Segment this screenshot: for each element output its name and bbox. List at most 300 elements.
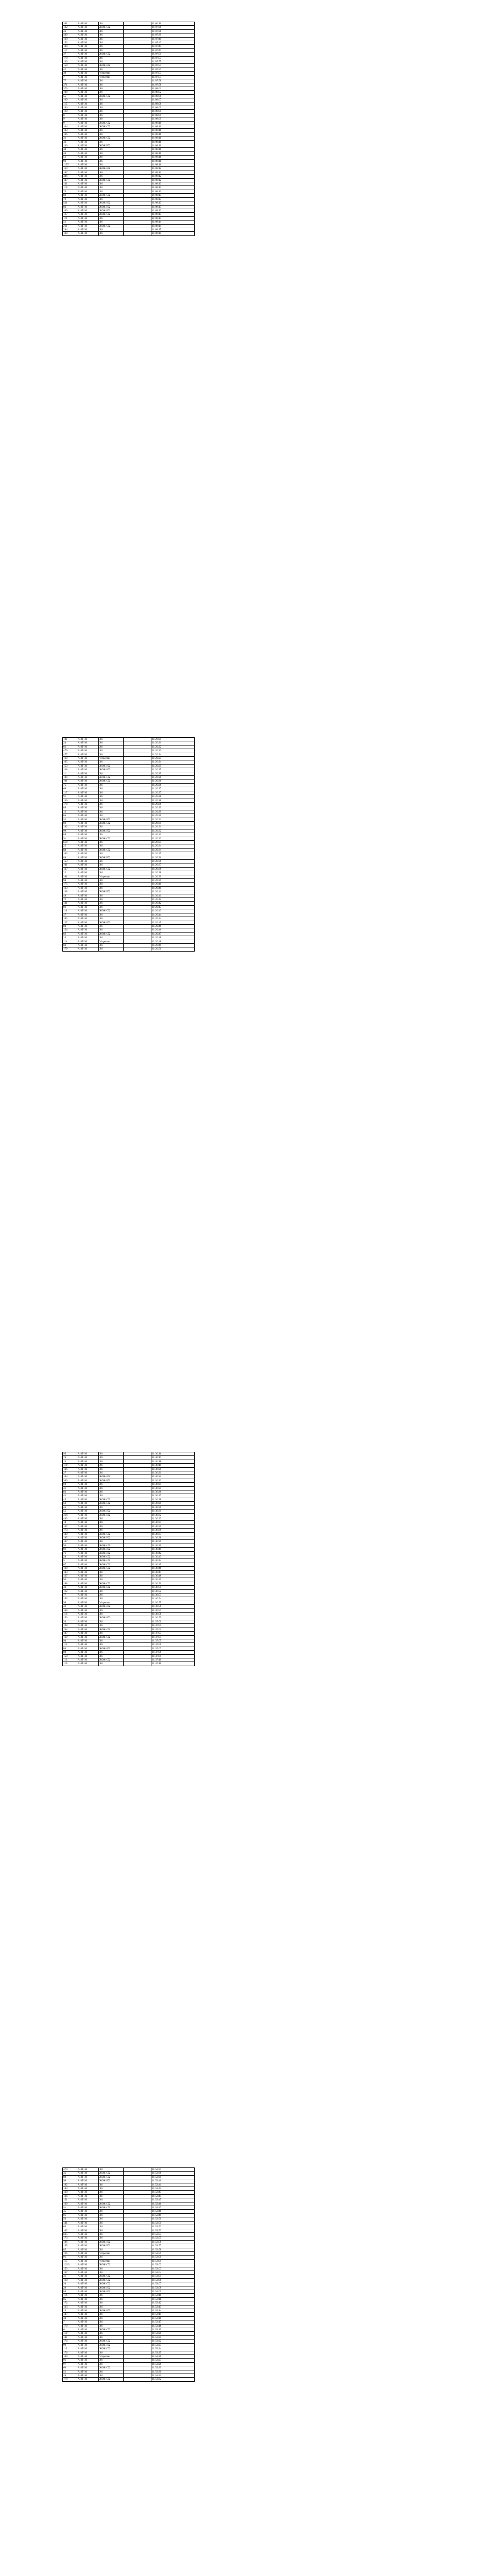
qty-cell: 45 <box>63 2210 77 2213</box>
qty-cell: 116 <box>63 1613 77 1616</box>
qty-cell: 27 <box>63 1471 77 1475</box>
empty-cell <box>124 1486 151 1490</box>
code-cell: A-3Т-30 <box>77 1589 99 1593</box>
table-row <box>63 2244 195 2248</box>
empty-cell <box>124 148 151 151</box>
qty-cell: 115 <box>63 2259 77 2263</box>
empty-cell <box>124 2354 151 2358</box>
empty-cell <box>124 2335 151 2339</box>
empty-cell <box>124 213 151 216</box>
destination-cell: X6 <box>99 151 124 155</box>
code-cell: A-3Т-30 <box>77 121 99 125</box>
table-row <box>63 121 195 125</box>
destination-cell: ЖОК-СХ <box>99 776 124 779</box>
code-cell: A-3Т-30 <box>77 1662 99 1666</box>
code-cell: A-3Т-30 <box>77 2248 99 2251</box>
qty-cell: 172 <box>63 2301 77 2305</box>
time-cell: 11:08:13 <box>151 194 195 197</box>
time-cell: 11:36:59 <box>151 1616 195 1620</box>
qty-cell: 9 <box>63 121 77 125</box>
table-row <box>63 1551 195 1555</box>
empty-cell <box>124 1635 151 1639</box>
empty-cell <box>124 829 151 833</box>
time-cell: 11:36:40 <box>151 1544 195 1547</box>
destination-cell: X6 <box>99 902 124 905</box>
code-cell: A-3Т-30 <box>77 1494 99 1498</box>
time-cell: 11:08:13 <box>151 201 195 205</box>
destination-cell: X6 <box>99 132 124 136</box>
table-row <box>63 2240 195 2244</box>
destination-cell: X6 <box>99 175 124 178</box>
empty-cell <box>124 1502 151 1505</box>
code-cell: A-3Т-30 <box>77 2191 99 2194</box>
code-cell: A-3Т-30 <box>77 163 99 167</box>
empty-cell <box>124 749 151 753</box>
code-cell: A-3Т-30 <box>77 2320 99 2324</box>
table-row <box>63 2232 195 2236</box>
empty-cell <box>124 75 151 79</box>
empty-cell <box>124 2340 151 2343</box>
qty-cell: 414 <box>63 1513 77 1517</box>
empty-cell <box>124 940 151 943</box>
code-cell: A-3Т-30 <box>77 1529 99 1532</box>
code-cell: A-3Т-30 <box>77 1479 99 1482</box>
table-row <box>63 232 195 235</box>
time-cell: 11:08:09 <box>151 106 195 109</box>
destination-cell: X6 <box>99 913 124 917</box>
empty-cell <box>124 2256 151 2259</box>
table-row <box>63 2213 195 2217</box>
empty-cell <box>124 33 151 37</box>
qty-cell: 88 <box>63 1651 77 1654</box>
code-cell: A-3Т-30 <box>77 224 99 228</box>
table-row <box>63 1601 195 1604</box>
destination-cell: ЖОК-СХ <box>99 121 124 125</box>
destination-cell: ЖОК-ВХ <box>99 1551 124 1555</box>
time-cell: 11:53:20 <box>151 2332 195 2335</box>
time-cell: 11:53:25 <box>151 2351 195 2354</box>
qty-cell: 15 <box>63 1460 77 1463</box>
qty-cell: 169 <box>63 2202 77 2206</box>
time-cell: 11:52:56 <box>151 2240 195 2244</box>
time-cell: 11:07:51 <box>151 53 195 56</box>
table-row <box>63 932 195 936</box>
table-row <box>63 844 195 848</box>
destination-cell: X6 <box>99 2320 124 2324</box>
empty-cell <box>124 738 151 741</box>
code-cell: A-3Т-30 <box>77 867 99 871</box>
empty-cell <box>124 833 151 837</box>
code-cell: A-3Т-30 <box>77 795 99 799</box>
table-row <box>63 33 195 37</box>
destination-cell: ЖОК-СХ <box>99 1498 124 1501</box>
empty-cell <box>124 783 151 787</box>
code-cell: A-3Т-30 <box>77 1574 99 1578</box>
code-cell: A-3Т-30 <box>77 2270 99 2274</box>
table-row <box>63 41 195 45</box>
destination-cell: X6 <box>99 1464 124 1467</box>
code-cell: A-3Т-30 <box>77 825 99 829</box>
code-cell: A-3Т-30 <box>77 125 99 128</box>
destination-cell: X6 <box>99 2236 124 2240</box>
qty-cell: 51 <box>63 221 77 224</box>
destination-cell: ЖОК-СХ <box>99 2202 124 2206</box>
code-cell: A-3Т-30 <box>77 2343 99 2347</box>
destination-cell: ЖОК-СХ <box>99 194 124 197</box>
qty-cell: 147 <box>63 171 77 174</box>
qty-cell: 171 <box>63 216 77 220</box>
time-cell: 11:20:34 <box>151 844 195 848</box>
destination-cell: X6 <box>99 852 124 856</box>
empty-cell <box>124 1555 151 1558</box>
table-row <box>63 875 195 878</box>
code-cell: A-3Т-30 <box>77 1483 99 1486</box>
code-cell: A-3Т-30 <box>77 45 99 48</box>
qty-cell: 175 <box>63 883 77 886</box>
qty-cell: 95 <box>63 1452 77 1456</box>
time-cell: 11:08:07 <box>151 98 195 102</box>
table-row <box>63 757 195 760</box>
table-row <box>63 2297 195 2301</box>
time-cell: 11:20:28 <box>151 795 195 799</box>
qty-cell: 1,513 <box>63 2263 77 2267</box>
empty-cell <box>124 1536 151 1539</box>
table-row <box>63 205 195 209</box>
qty-cell: 48 <box>63 894 77 897</box>
qty-cell: 138 <box>63 2191 77 2194</box>
time-cell: 11:20:42 <box>151 898 195 902</box>
table-row <box>63 26 195 29</box>
empty-cell <box>124 2213 151 2217</box>
time-cell: 11:53:14 <box>151 2309 195 2313</box>
empty-cell <box>124 757 151 760</box>
empty-cell <box>124 113 151 117</box>
destination-cell: ЖОК-ВХ <box>99 1605 124 1608</box>
empty-cell <box>124 1479 151 1482</box>
empty-cell <box>124 1510 151 1513</box>
code-cell: A-3Т-30 <box>77 2282 99 2286</box>
empty-cell <box>124 60 151 64</box>
table-row <box>63 1658 195 1662</box>
empty-cell <box>124 2324 151 2328</box>
destination-cell: X6 <box>99 2297 124 2301</box>
table-row <box>63 806 195 810</box>
empty-cell <box>124 2229 151 2232</box>
code-cell: A-3Т-30 <box>77 1620 99 1623</box>
empty-cell <box>124 37 151 41</box>
qty-cell: 44 <box>63 151 77 155</box>
destination-cell: X6 <box>99 2210 124 2213</box>
qty-cell: 63 <box>63 932 77 936</box>
destination-cell: X6 <box>99 2294 124 2297</box>
code-cell: A-3Т-30 <box>77 1475 99 1479</box>
time-cell: 11:36:56 <box>151 1605 195 1608</box>
qty-cell: 309 <box>63 1479 77 1482</box>
code-cell: A-3Т-30 <box>77 1490 99 1494</box>
qty-cell: 86 <box>63 905 77 909</box>
table-row <box>63 1651 195 1654</box>
destination-cell: X6 <box>99 2270 124 2274</box>
table-row <box>63 1628 195 1631</box>
code-cell: A-3Т-30 <box>77 902 99 905</box>
table-row <box>63 902 195 905</box>
destination-cell: X6 <box>99 1540 124 1544</box>
qty-cell: 148 <box>63 768 77 772</box>
table-row <box>63 106 195 109</box>
time-cell: 11:36:45 <box>151 1563 195 1566</box>
time-cell: 11:08:15 <box>151 228 195 231</box>
qty-cell: 91 <box>63 2359 77 2362</box>
table-row <box>63 75 195 79</box>
qty-cell: 133 <box>63 886 77 890</box>
table-row <box>63 2309 195 2313</box>
table-row <box>63 2259 195 2263</box>
code-cell: A-3Т-30 <box>77 1536 99 1539</box>
destination-cell: ЖОК-СХ <box>99 26 124 29</box>
time-cell: 11:08:12 <box>151 178 195 182</box>
empty-cell <box>124 1524 151 1528</box>
code-cell: A-3Т-30 <box>77 844 99 848</box>
qty-cell: 75 <box>63 190 77 193</box>
destination-cell: ЖОК-СХ <box>99 1544 124 1547</box>
code-cell: A-3Т-30 <box>77 2340 99 2343</box>
empty-cell <box>124 1529 151 1532</box>
table-row <box>63 148 195 151</box>
time-cell: 11:20:21 <box>151 738 195 741</box>
time-cell: 11:20:44 <box>151 913 195 917</box>
qty-cell: 153 <box>63 860 77 863</box>
code-cell: A-3Т-30 <box>77 1452 99 1456</box>
table-row <box>63 883 195 886</box>
code-cell: A-3Т-30 <box>77 1624 99 1628</box>
code-cell: A-3Т-30 <box>77 1635 99 1639</box>
empty-cell <box>124 2206 151 2210</box>
empty-cell <box>124 2175 151 2179</box>
qty-cell: 114 <box>63 909 77 913</box>
time-cell: 11:36:53 <box>151 1594 195 1597</box>
destination-cell: ЖОК-ВХ <box>99 768 124 772</box>
destination-cell: ЖОК-ВХ <box>99 2179 124 2183</box>
table-row <box>63 2351 195 2354</box>
code-cell: A-3Т-30 <box>77 2210 99 2213</box>
table-row <box>63 833 195 837</box>
qty-cell: 161 <box>63 22 77 26</box>
time-cell: 11:36:54 <box>151 1597 195 1601</box>
time-cell: 11:52:51 <box>151 2221 195 2225</box>
table-row <box>63 29 195 33</box>
empty-cell <box>124 2240 151 2244</box>
time-cell: 11:08:09 <box>151 110 195 113</box>
time-cell: 11:36:21 <box>151 1471 195 1475</box>
table-row <box>63 186 195 190</box>
qty-cell: 81 <box>63 1548 77 1551</box>
empty-cell <box>124 2191 151 2194</box>
qty-cell: 346 <box>63 175 77 178</box>
qty-cell: 69 <box>63 943 77 947</box>
code-cell: A-3Т-30 <box>77 60 99 64</box>
code-cell: A-3Т-30 <box>77 2183 99 2187</box>
table-row <box>63 1456 195 1460</box>
time-cell: 11:53:01 <box>151 2259 195 2263</box>
empty-cell <box>124 768 151 772</box>
table-row <box>63 1662 195 1666</box>
table-row <box>63 1548 195 1551</box>
time-cell: 11:36:50 <box>151 1582 195 1585</box>
qty-cell: 77 <box>63 1594 77 1597</box>
time-cell: 11:53:23 <box>151 2343 195 2347</box>
qty-cell: 134 <box>63 2194 77 2198</box>
empty-cell <box>124 2297 151 2301</box>
time-cell: 11:20:21 <box>151 741 195 745</box>
destination-cell: X6 <box>99 102 124 106</box>
code-cell: A-3Т-30 <box>77 2217 99 2221</box>
code-cell: A-3Т-30 <box>77 921 99 924</box>
destination-cell: X6 <box>99 772 124 775</box>
code-cell: A-3Т-30 <box>77 140 99 144</box>
code-cell: A-3Т-30 <box>77 22 99 26</box>
empty-cell <box>124 228 151 231</box>
table-row <box>63 1632 195 1635</box>
qty-cell: 140 <box>63 45 77 48</box>
table-row <box>63 894 195 897</box>
qty-cell: 164 <box>63 125 77 128</box>
qty-cell: 477 <box>63 753 77 756</box>
destination-cell: ЖОК-ВХ <box>99 1647 124 1650</box>
empty-cell <box>124 802 151 806</box>
qty-cell: 29 <box>63 2286 77 2290</box>
destination-cell: X6 <box>99 2351 124 2354</box>
table-row <box>63 921 195 924</box>
empty-cell <box>124 1513 151 1517</box>
time-cell: 11:37:08 <box>151 1651 195 1654</box>
time-cell: 11:52:59 <box>151 2251 195 2255</box>
code-cell: A-3Т-30 <box>77 178 99 182</box>
qty-cell: 169 <box>63 1635 77 1639</box>
qty-cell: 173 <box>63 2236 77 2240</box>
table-row <box>63 1479 195 1482</box>
empty-cell <box>124 810 151 814</box>
code-cell: A-3Т-30 <box>77 228 99 231</box>
destination-cell: X6 <box>99 1490 124 1494</box>
empty-cell <box>124 221 151 224</box>
empty-cell <box>124 2202 151 2206</box>
empty-cell <box>124 151 151 155</box>
empty-cell <box>124 2286 151 2290</box>
code-cell: A-3Т-30 <box>77 745 99 749</box>
empty-cell <box>124 1597 151 1601</box>
empty-cell <box>124 1620 151 1623</box>
time-cell: 11:53:04 <box>151 2270 195 2274</box>
time-cell: 11:08:10 <box>151 125 195 128</box>
time-cell: 11:20:38 <box>151 871 195 875</box>
code-cell: A-3Т-30 <box>77 1502 99 1505</box>
time-cell: 11:36:34 <box>151 1521 195 1524</box>
time-cell: 11:08:12 <box>151 171 195 174</box>
qty-cell: 142 <box>63 825 77 829</box>
destination-cell: X6 <box>99 1524 124 1528</box>
table-row <box>63 178 195 182</box>
table-row <box>63 856 195 859</box>
qty-cell: 105 <box>63 760 77 764</box>
table-row <box>63 2217 195 2221</box>
empty-cell <box>124 1467 151 1471</box>
code-cell: A-3Т-30 <box>77 221 99 224</box>
time-cell: 11:53:03 <box>151 2267 195 2270</box>
time-cell: 11:08:13 <box>151 197 195 201</box>
empty-cell <box>124 1548 151 1551</box>
time-cell: 11:08:11 <box>151 140 195 144</box>
qty-cell: 20 <box>63 1620 77 1623</box>
qty-cell: 168 <box>63 110 77 113</box>
table-row <box>63 2187 195 2191</box>
destination-cell: X6 <box>99 1574 124 1578</box>
qty-cell: 41 <box>63 1486 77 1490</box>
code-cell: A-3Т-30 <box>77 1505 99 1509</box>
code-cell: A-3Т-30 <box>77 2297 99 2301</box>
qty-cell: 109 <box>63 2354 77 2358</box>
code-cell: A-3Т-30 <box>77 932 99 936</box>
qty-cell: 25 <box>63 936 77 940</box>
time-cell: 11:53:11 <box>151 2297 195 2301</box>
time-cell: 11:53:05 <box>151 2275 195 2278</box>
table-row <box>63 1502 195 1505</box>
code-cell: A-3Т-30 <box>77 201 99 205</box>
table-row <box>63 783 195 787</box>
table-row <box>63 2172 195 2175</box>
table-row <box>63 224 195 228</box>
qty-cell: 128 <box>63 37 77 41</box>
table-row <box>63 1555 195 1558</box>
qty-cell: 25 <box>63 844 77 848</box>
table-row <box>63 1544 195 1547</box>
qty-cell: 141 <box>63 2221 77 2225</box>
code-cell: A-3Т-30 <box>77 1586 99 1589</box>
code-cell: A-3Т-30 <box>77 64 99 67</box>
table-row <box>63 1464 195 1467</box>
empty-cell <box>124 795 151 799</box>
code-cell: A-3Т-30 <box>77 2366 99 2370</box>
time-cell: 11:52:42 <box>151 2187 195 2191</box>
table-row <box>63 1510 195 1513</box>
code-cell: A-3Т-30 <box>77 1513 99 1517</box>
qty-cell: 186 <box>63 2240 77 2244</box>
code-cell: A-3Т-30 <box>77 2294 99 2297</box>
qty-cell: 43 <box>63 1586 77 1589</box>
empty-cell <box>124 2343 151 2347</box>
qty-cell: 147 <box>63 2270 77 2274</box>
table-row <box>63 1589 195 1593</box>
table-row <box>63 2335 195 2339</box>
empty-cell <box>124 125 151 128</box>
time-cell: 11:08:11 <box>151 137 195 140</box>
time-cell: 11:20:49 <box>151 943 195 947</box>
code-cell: A-3Т-30 <box>77 2359 99 2362</box>
qty-cell: 132 <box>63 26 77 29</box>
table-row <box>63 56 195 60</box>
code-cell: A-3Т-30 <box>77 848 99 852</box>
code-cell: A-3Т-30 <box>77 917 99 921</box>
destination-cell: ЖОК-СХ <box>99 1628 124 1631</box>
time-cell: 11:53:06 <box>151 2278 195 2282</box>
table-row <box>63 45 195 48</box>
table-row <box>63 871 195 875</box>
destination-cell: X6 <box>99 1662 124 1666</box>
code-cell: A-3Т-30 <box>77 1471 99 1475</box>
qty-cell: 51 <box>63 156 77 159</box>
code-cell: A-3Т-30 <box>77 894 99 897</box>
empty-cell <box>124 2259 151 2263</box>
qty-cell: 140 <box>63 1532 77 1536</box>
